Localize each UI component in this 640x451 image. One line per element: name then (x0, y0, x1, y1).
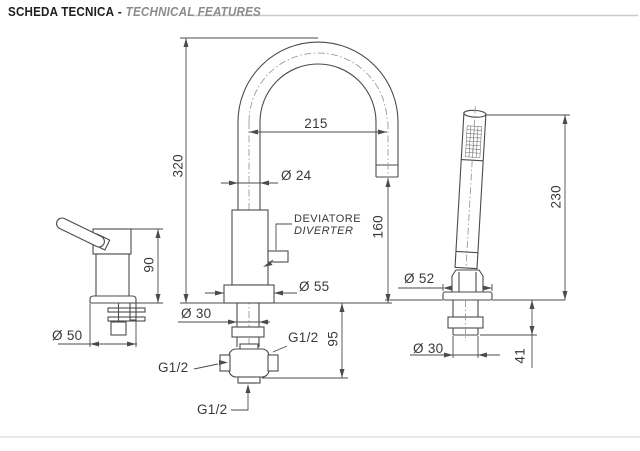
label-connection-bottom: G1/2 (197, 402, 228, 417)
handshower-drawing (385, 106, 565, 341)
dim-spout-base-diameter: Ø 55 (299, 279, 330, 294)
dim-handshower-height: 230 (548, 185, 564, 209)
dim-spout-shank-diameter: Ø 30 (181, 306, 212, 321)
label-diverter-english: DIVERTER (294, 225, 354, 237)
dim-spout-total-height: 320 (170, 154, 186, 178)
dim-mixer-height: 90 (141, 256, 157, 273)
label-connection-left: G1/2 (158, 360, 189, 375)
page-title-english: TECHNICAL FEATURES (125, 5, 262, 19)
dim-mixer-base-diameter: Ø 50 (52, 328, 83, 343)
dim-spout-outlet-height: 160 (370, 215, 386, 239)
page-title-italian: SCHEDA TECNICA (8, 5, 115, 19)
mixer-handle-drawing (55, 216, 145, 335)
dim-spout-reach: 215 (304, 116, 328, 131)
dim-spout-under-counter-depth: 95 (325, 330, 341, 347)
dim-spout-tube-diameter: Ø 24 (281, 168, 312, 183)
dim-handshower-shank-diameter: Ø 30 (413, 341, 444, 356)
label-connection-right: G1/2 (288, 330, 319, 345)
label-diverter-italian: DEVIATORE (294, 213, 362, 225)
page-title (8, 5, 261, 19)
dim-handshower-shank-length: 41 (512, 347, 528, 364)
page-title-separator: - (117, 5, 122, 19)
dim-handshower-base-diameter: Ø 52 (404, 271, 435, 286)
